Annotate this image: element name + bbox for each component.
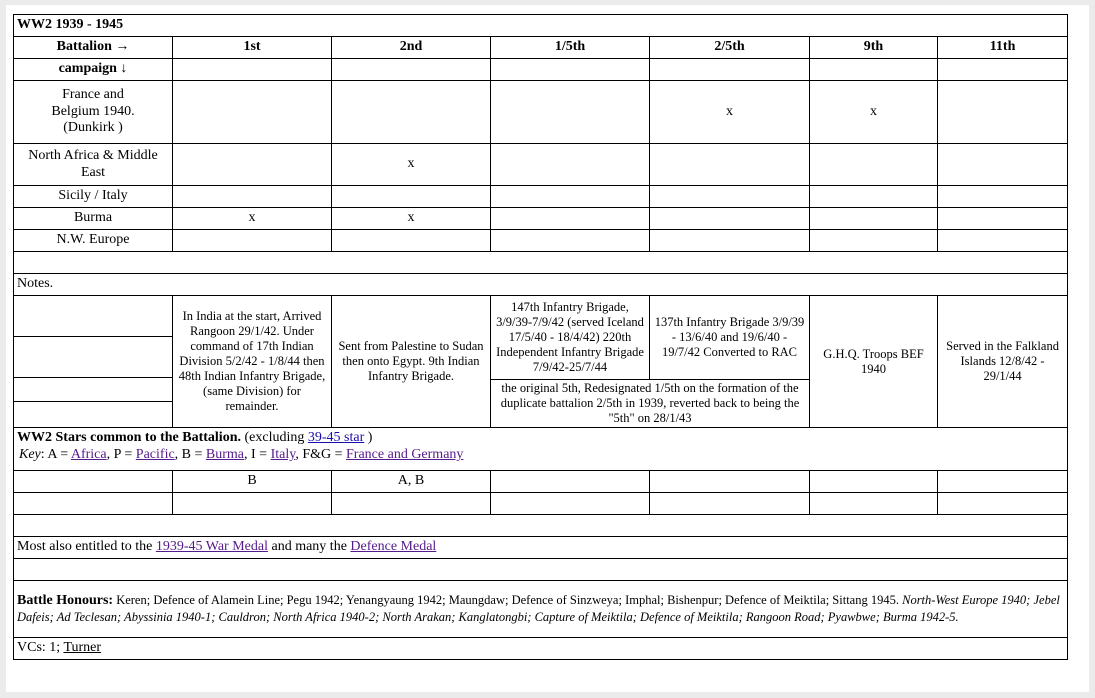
vcs-text: VCs: 1; — [17, 640, 64, 656]
link-burma[interactable]: Burma — [205, 446, 245, 462]
notes-1-5th: 147th Infantry Brigade, 3/9/39-7/9/42 (served Iceland 17/5/40 - 18/4/42) 220th Independent Infantry Brigade 7/9/42-25/7/44 — [491, 296, 650, 380]
notes-label: Notes. — [14, 274, 1068, 296]
link-war-medal[interactable]: 1939-45 War Medal — [155, 539, 268, 555]
campaign-mark — [173, 186, 332, 208]
campaign-name: North Africa & Middle East — [14, 144, 173, 186]
campaign-mark: x — [332, 208, 491, 230]
campaign-mark — [491, 230, 650, 252]
link-39-45-star[interactable]: 39-45 star — [307, 430, 365, 445]
campaign-name: France and Belgium 1940. (Dunkirk ) — [14, 81, 173, 144]
stars-section: WW2 Stars common to the Battalion. (excluding 39-45 star ) Key: A = Africa, P = Pacific, B = Burma, I = Italy, F&G = France and Germany — [14, 428, 1068, 471]
campaign-mark — [938, 144, 1068, 186]
campaign-name: N.W. Europe — [14, 230, 173, 252]
campaign-mark — [650, 208, 810, 230]
campaign-mark — [938, 81, 1068, 144]
table-title: WW2 1939 - 1945 — [14, 15, 1068, 37]
campaign-mark: x — [173, 208, 332, 230]
battalion-2-5th: 2/5th — [650, 37, 810, 59]
link-defence-medal[interactable]: Defence Medal — [350, 539, 437, 555]
campaign-row — [14, 186, 1068, 208]
campaign-mark — [810, 230, 938, 252]
stars-value — [491, 471, 650, 493]
link-italy[interactable]: Italy — [270, 446, 296, 462]
battalion-9th: 9th — [810, 37, 938, 59]
campaign-name: Burma — [14, 208, 173, 230]
battalion-1-5th: 1/5th — [491, 37, 650, 59]
notes-11th: Served in the Falkland Islands 12/8/42 - 29/1/44 — [938, 296, 1068, 428]
stars-value — [938, 471, 1068, 493]
campaign-row — [14, 208, 1068, 230]
stars-value — [650, 471, 810, 493]
honours-regular: Keren; Defence of Alamein Line; Pegu 1942; Yenangyaung 1942; Maungdaw; Defence of Sinzweya; Imphal; Bishenpur; Defence of Meiktila; Sittang 1945. — [113, 593, 903, 608]
stars-excluding-suffix: ) — [364, 430, 373, 445]
campaign-row — [14, 81, 1068, 144]
campaign-mark — [332, 230, 491, 252]
stars-excluding-prefix: (excluding — [244, 430, 308, 445]
campaign-mark — [938, 186, 1068, 208]
link-turner[interactable]: Turner — [63, 640, 102, 656]
spacer-row — [14, 252, 1068, 274]
campaign-mark — [938, 208, 1068, 230]
key-text: , I = — [244, 446, 271, 462]
battalion-label: Battalion → — [14, 37, 173, 59]
campaign-mark — [810, 144, 938, 186]
campaign-mark — [173, 81, 332, 144]
notes-9th: G.H.Q. Troops BEF 1940 — [810, 296, 938, 428]
campaign-mark — [491, 208, 650, 230]
campaign-label: campaign ↓ — [14, 59, 173, 81]
ww2-table — [13, 14, 1068, 660]
campaign-mark — [650, 144, 810, 186]
battalion-1st: 1st — [173, 37, 332, 59]
medals-row — [14, 537, 1068, 559]
campaign-mark — [491, 81, 650, 144]
campaign-mark — [173, 144, 332, 186]
honours-italic: North-West Europe 1940; Jebel Dafeis; Ad Teclesan; Abyssinia 1940-1; Cauldron; North Africa 1940-2; North Arakan; Kanglatongbi; Capture of Meiktila; Defence of Meiktila; Rangoon Road; Pyawbwe; Burma 1942-5. — [17, 593, 1060, 624]
stars-value: A, B — [332, 471, 491, 493]
battalion-11th: 11th — [938, 37, 1068, 59]
key-text: , P = — [106, 446, 136, 462]
campaign-mark — [173, 230, 332, 252]
key-text: A = — [47, 446, 71, 462]
key-text: , B = — [174, 446, 206, 462]
campaign-mark — [332, 186, 491, 208]
medals-text: Most also entitled to the — [17, 539, 156, 555]
campaign-name: Sicily / Italy — [14, 186, 173, 208]
link-pacific[interactable]: Pacific — [135, 446, 175, 462]
campaign-mark — [650, 230, 810, 252]
notes-2nd: Sent from Palestine to Sudan then onto Egypt. 9th Indian Infantry Brigade. — [332, 296, 491, 428]
notes-2-5th: 137th Infantry Brigade 3/9/39 - 13/6/40 and 19/6/40 - 19/7/42 Converted to RAC — [650, 296, 810, 380]
campaign-mark — [810, 186, 938, 208]
spacer-row — [14, 515, 1068, 537]
medals-text: and many the — [267, 539, 351, 555]
notes-1st: In India at the start, Arrived Rangoon 29/1/42. Under command of 17th Indian Division 5/2/42 - 1/8/44 then 48th Indian Infantry Brigade, (same Division) for remainder. — [173, 296, 332, 428]
battle-honours — [14, 581, 1068, 638]
notes-empty-cell — [14, 378, 173, 402]
key-text: , F&G = — [295, 446, 347, 462]
campaign-mark — [491, 186, 650, 208]
link-africa[interactable]: Africa — [70, 446, 107, 462]
campaign-row — [14, 144, 1068, 186]
stars-heading: WW2 Stars common to the Battalion. — [17, 430, 241, 445]
stars-value — [810, 471, 938, 493]
campaign-mark: x — [332, 144, 491, 186]
campaign-mark: x — [810, 81, 938, 144]
battalion-2nd: 2nd — [332, 37, 491, 59]
campaign-mark — [650, 186, 810, 208]
notes-5th-combined: the original 5th, Redesignated 1/5th on the formation of the duplicate battalion 2/5th in 1939, reverted back to being the "5th" on 28/1/43 — [491, 380, 810, 428]
campaign-mark: x — [650, 81, 810, 144]
notes-empty-cell — [14, 296, 173, 337]
stars-empty-cell — [14, 471, 173, 493]
campaign-mark — [938, 230, 1068, 252]
notes-empty-cell — [14, 402, 173, 428]
campaign-mark — [810, 208, 938, 230]
campaign-mark — [491, 144, 650, 186]
campaign-mark — [332, 81, 491, 144]
link-france-and-germany[interactable]: France and Germany — [346, 446, 464, 462]
notes-empty-cell — [14, 337, 173, 378]
spacer-row — [14, 559, 1068, 581]
campaign-row — [14, 230, 1068, 252]
honours-label: Battle Honours: — [17, 593, 114, 609]
stars-value: B — [173, 471, 332, 493]
key-label: Key — [19, 446, 41, 462]
vcs-row — [14, 638, 1068, 660]
